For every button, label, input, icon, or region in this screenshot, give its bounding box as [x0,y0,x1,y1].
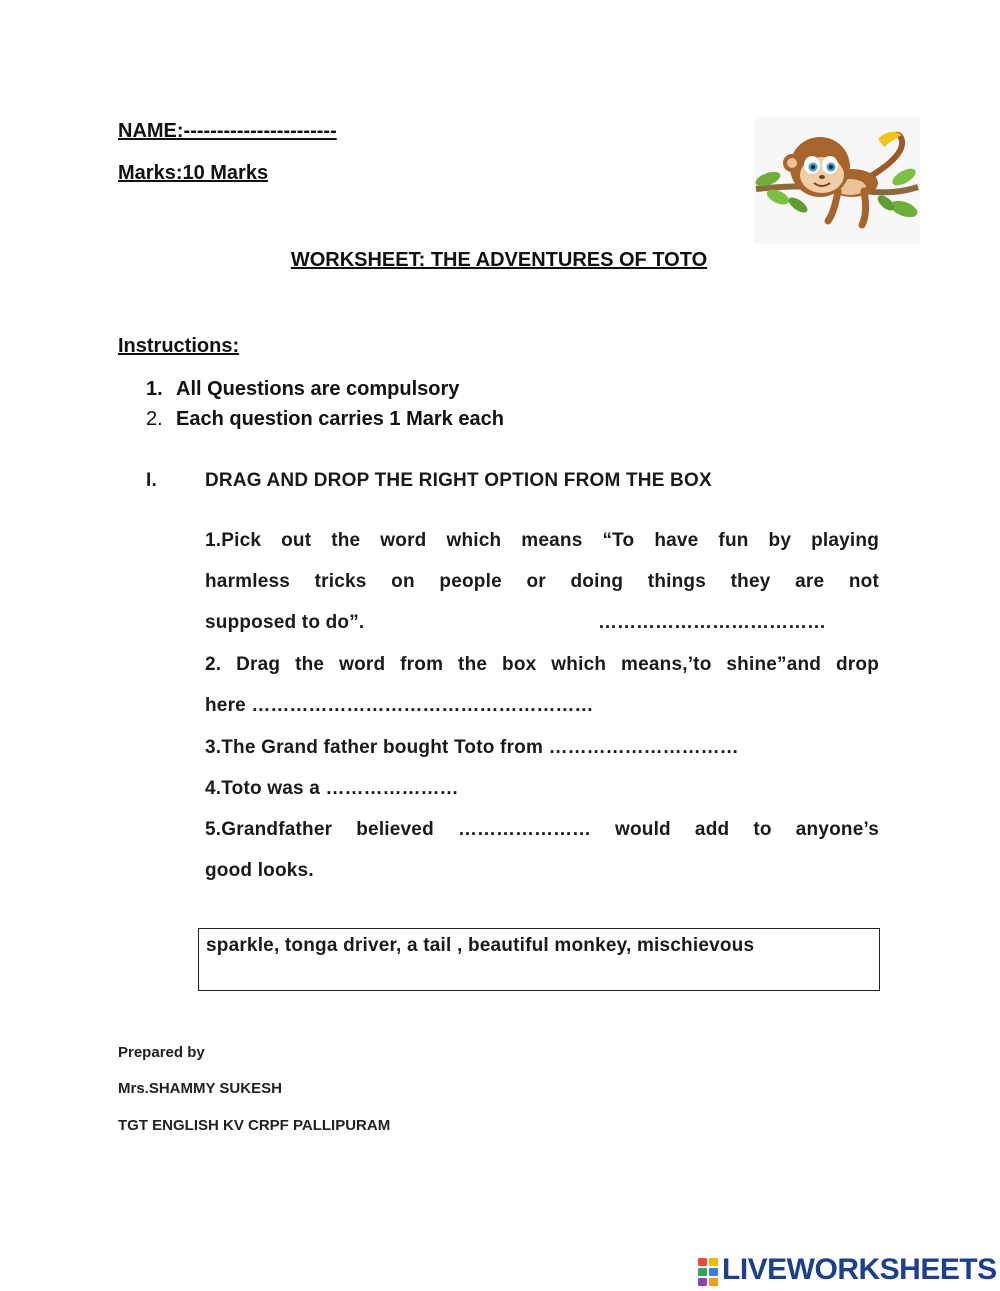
question-1-line: 1.Pick out the word which means “To have fun by playing [205,530,879,551]
name-field-label: NAME:----------------------- [118,120,337,142]
word-options[interactable]: sparkle, tonga driver, a tail , beautiful monkey, mischievous [206,935,755,956]
instruction-item [146,378,460,401]
word-options-box [198,928,880,991]
question-5 [205,819,879,841]
question-5-drop-blank[interactable]: ………………… [457,819,591,840]
liveworksheets-logo[interactable] [698,1253,997,1287]
question-5-prefix: 5.Grandfather believed [205,819,458,840]
logo-blocks-icon [698,1255,720,1285]
question-5-line: good looks. [205,860,314,881]
worksheet-title: WORKSHEET: THE ADVENTURES OF TOTO [290,249,708,271]
question-4-drop-blank[interactable]: ………………… [325,778,459,799]
question-1-line: harmless tricks on people or doing things they are not [205,571,879,592]
instruction-number: 1. [146,378,163,400]
instructions-heading: Instructions: [118,335,240,357]
author-designation: TGT ENGLISH KV CRPF PALLIPURAM [118,1117,391,1134]
logo-text: LIVEWORKSHEETS [722,1253,997,1286]
question-4 [205,778,459,800]
prepared-by-label: Prepared by [118,1044,205,1061]
question-1-drop-blank[interactable]: ……………………………… [598,612,826,633]
instruction-text: All Questions are compulsory [176,378,460,400]
instruction-item [146,408,504,431]
question-5-suffix: would add to anyone’s [590,819,880,840]
question-2-line [205,695,593,717]
author-name: Mrs.SHAMMY SUKESH [118,1080,282,1097]
monkey-on-branch-icon [754,117,920,244]
instruction-number: 2. [146,408,163,430]
question-2-line: 2. Drag the word from the box which means,’to shine”and drop [205,654,879,675]
section-numeral: I. [146,470,157,491]
question-1-line: supposed to do”. [205,612,365,633]
question-3 [205,737,739,759]
question-3-drop-blank[interactable]: ………………………… [548,737,739,758]
question-4-prefix: 4.Toto was a [205,778,326,799]
question-2-prefix: here [205,695,252,716]
section-heading: DRAG AND DROP THE RIGHT OPTION FROM THE BOX [205,470,712,491]
marks-label: Marks:10 Marks [118,162,269,184]
question-3-prefix: 3.The Grand father bought Toto from [205,737,549,758]
instruction-text: Each question carries 1 Mark each [176,408,504,430]
question-2-drop-blank[interactable]: ……………………………………………… [251,695,594,716]
